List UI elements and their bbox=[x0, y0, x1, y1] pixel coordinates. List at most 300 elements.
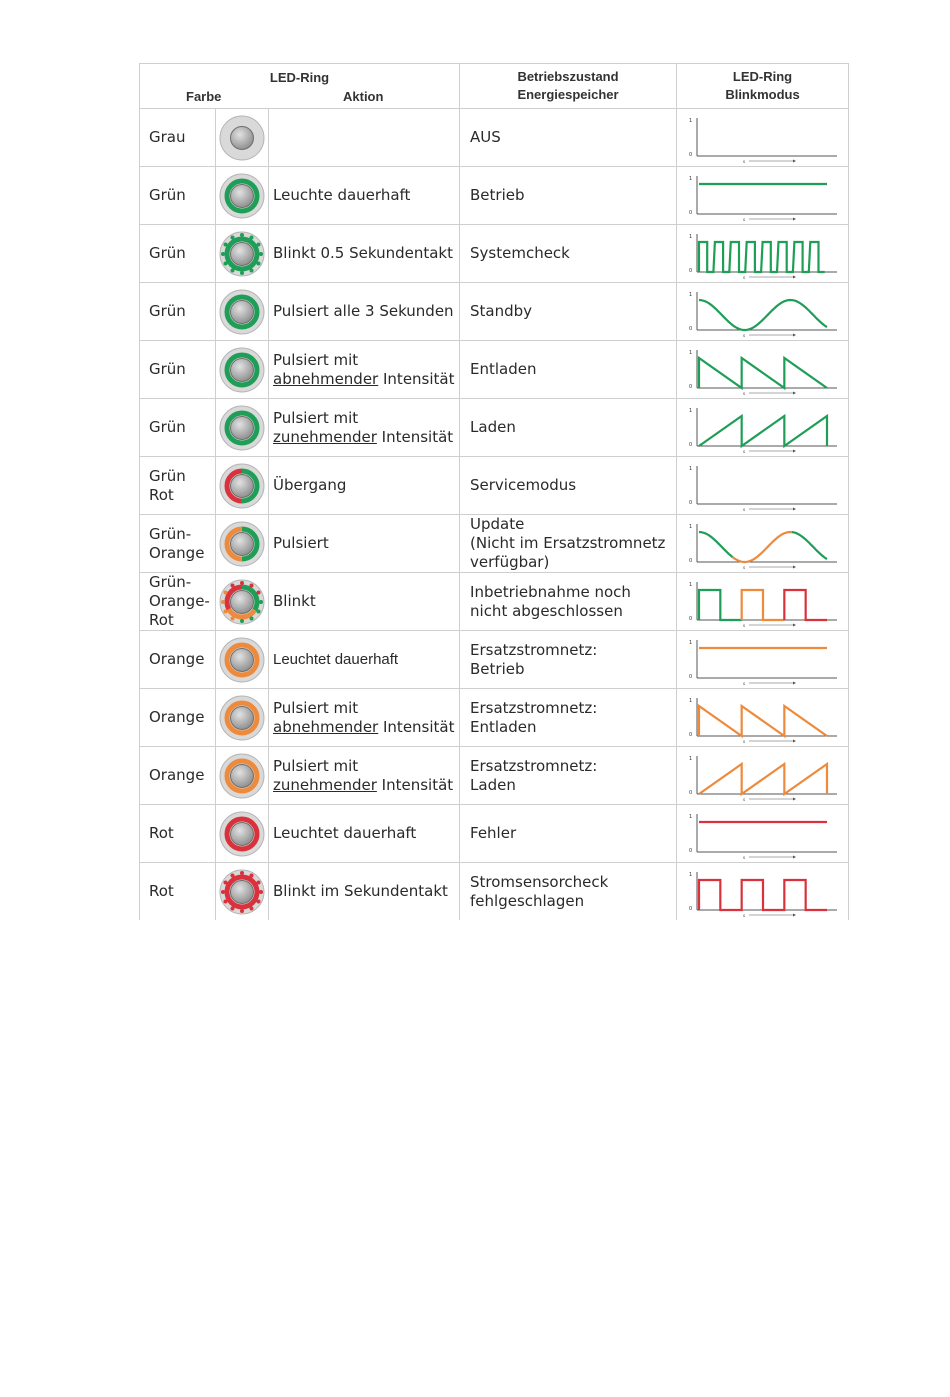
header-state-line1: Betriebszustand bbox=[517, 69, 619, 84]
led-core bbox=[231, 184, 254, 207]
table-row bbox=[140, 863, 849, 921]
time-label: s bbox=[743, 680, 746, 686]
icon-cell bbox=[216, 399, 269, 457]
axis-zero-label: 0 bbox=[689, 615, 693, 622]
state-cell bbox=[460, 109, 677, 167]
color-cell bbox=[140, 747, 216, 805]
blink-mode-cell bbox=[677, 341, 849, 399]
green-pulse-ring-icon bbox=[219, 289, 265, 335]
axis-one-label: 1 bbox=[689, 465, 693, 472]
action-cell bbox=[269, 631, 460, 689]
time-arrowhead bbox=[793, 159, 796, 162]
led-core bbox=[231, 648, 254, 671]
axis-one-label: 1 bbox=[689, 523, 693, 530]
icon-cell bbox=[216, 573, 269, 631]
action-cell bbox=[269, 689, 460, 747]
color-text: Grün bbox=[149, 186, 186, 204]
axis-one-label: 1 bbox=[689, 813, 693, 820]
color-text: Grau bbox=[149, 128, 186, 146]
wave-line bbox=[699, 764, 827, 794]
blink-dot bbox=[224, 880, 228, 884]
time-arrowhead bbox=[793, 275, 796, 278]
blink-mode-cell bbox=[677, 573, 849, 631]
wave-line bbox=[699, 300, 827, 330]
action-emphasis: abnehmender bbox=[273, 717, 379, 736]
state-cell bbox=[460, 805, 677, 863]
blink-dot bbox=[257, 899, 261, 903]
axis-zero-label: 0 bbox=[689, 383, 693, 390]
blink-mode-cell bbox=[677, 863, 849, 921]
led-core bbox=[231, 242, 254, 265]
header-state bbox=[460, 64, 677, 109]
color-text: Grün bbox=[149, 244, 186, 262]
blink-dot bbox=[250, 235, 254, 239]
blink-mode-graph bbox=[677, 518, 837, 570]
blink-dot bbox=[221, 252, 225, 256]
action-cell bbox=[269, 167, 460, 225]
action-cell bbox=[269, 457, 460, 515]
axis-one-label: 1 bbox=[689, 871, 693, 878]
axis-one-label: 1 bbox=[689, 639, 693, 646]
state-text: Fehler bbox=[470, 824, 517, 842]
time-label: s bbox=[743, 158, 746, 164]
blink-dot bbox=[221, 600, 225, 604]
table-row bbox=[140, 689, 849, 747]
blink-mode-graph bbox=[677, 112, 837, 164]
state-cell bbox=[460, 863, 677, 921]
blink-dot bbox=[224, 609, 228, 613]
action-emphasis: zunehmender bbox=[273, 775, 377, 794]
header-state-line2: Energiespeicher bbox=[517, 87, 619, 102]
blink-mode-cell bbox=[677, 225, 849, 283]
blink-dot bbox=[240, 871, 244, 875]
blink-dot bbox=[250, 616, 254, 620]
color-text: Orange bbox=[149, 766, 205, 784]
wave-line bbox=[699, 706, 827, 736]
state-text: Laden bbox=[470, 418, 516, 436]
table-header-row bbox=[140, 64, 849, 109]
blink-mode-graph bbox=[677, 460, 837, 512]
blink-dot bbox=[231, 906, 235, 910]
time-arrowhead bbox=[793, 681, 796, 684]
axis-one-label: 1 bbox=[689, 407, 693, 414]
table-row bbox=[140, 805, 849, 863]
green-ring-icon bbox=[219, 173, 265, 219]
action-line bbox=[273, 718, 459, 737]
led-status-table bbox=[139, 63, 849, 920]
color-cell bbox=[140, 283, 216, 341]
time-arrowhead bbox=[793, 507, 796, 510]
led-core bbox=[231, 822, 254, 845]
action-text: Übergang bbox=[273, 476, 347, 494]
header-blink-line1: LED-Ring bbox=[732, 69, 793, 84]
green-fade-ring-icon bbox=[219, 347, 265, 393]
time-arrowhead bbox=[793, 855, 796, 858]
blink-dot bbox=[250, 873, 254, 877]
state-cell bbox=[460, 399, 677, 457]
state-text: Ersatzstromnetz: bbox=[470, 640, 598, 659]
state-cell bbox=[460, 573, 677, 631]
state-cell bbox=[460, 225, 677, 283]
action-text: Intensität bbox=[378, 369, 455, 388]
time-arrowhead bbox=[793, 333, 796, 336]
blink-dot bbox=[231, 268, 235, 272]
action-text: Leuchte dauerhaft bbox=[273, 186, 411, 204]
state-text: nicht abgeschlossen bbox=[470, 601, 623, 620]
table-row bbox=[140, 109, 849, 167]
time-label: s bbox=[743, 506, 746, 512]
action-line bbox=[273, 428, 459, 447]
axis-zero-label: 0 bbox=[689, 151, 693, 158]
axis-one-label: 1 bbox=[689, 117, 693, 124]
state-text: (Nicht im Ersatzstromnetz bbox=[470, 534, 666, 552]
time-label: s bbox=[743, 912, 746, 918]
led-core bbox=[231, 764, 254, 787]
action-cell bbox=[269, 399, 460, 457]
state-text: Ersatzstromnetz: bbox=[470, 756, 598, 775]
header-blink bbox=[677, 64, 849, 109]
action-emphasis: abnehmender bbox=[273, 369, 379, 388]
blink-mode-graph bbox=[677, 866, 837, 918]
blink-mode-graph bbox=[677, 808, 837, 860]
time-label: s bbox=[743, 854, 746, 860]
axis-zero-label: 0 bbox=[689, 905, 693, 912]
action-text: Blinkt bbox=[273, 592, 316, 610]
green-rise-ring-icon bbox=[219, 405, 265, 451]
blink-dot bbox=[259, 600, 263, 604]
orange-rise-ring-icon bbox=[219, 753, 265, 799]
action-text: Blinkt 0.5 Sekundentakt bbox=[273, 244, 453, 262]
led-core bbox=[231, 358, 254, 381]
axis-zero-label: 0 bbox=[689, 557, 693, 564]
wave-line bbox=[699, 242, 825, 272]
color-text: Rot bbox=[149, 611, 174, 629]
blink-mode-graph bbox=[677, 692, 837, 744]
blink-dot bbox=[224, 242, 228, 246]
action-text: Blinkt im Sekundentakt bbox=[273, 882, 448, 900]
blink-mode-cell bbox=[677, 631, 849, 689]
color-cell bbox=[140, 167, 216, 225]
color-cell bbox=[140, 631, 216, 689]
action-cell bbox=[269, 341, 460, 399]
axis-one-label: 1 bbox=[689, 291, 693, 298]
axis-zero-label: 0 bbox=[689, 731, 693, 738]
state-text: Entladen bbox=[470, 360, 537, 378]
blink-dot bbox=[240, 909, 244, 913]
table-row bbox=[140, 457, 849, 515]
state-cell bbox=[460, 631, 677, 689]
table-row bbox=[140, 225, 849, 283]
blink-dot bbox=[231, 235, 235, 239]
multi-blink-ring-icon bbox=[219, 579, 265, 625]
time-arrowhead bbox=[793, 623, 796, 626]
blink-dot bbox=[257, 880, 261, 884]
action-cell bbox=[269, 109, 460, 167]
color-text: Orange bbox=[149, 708, 205, 726]
wave-line bbox=[699, 358, 827, 388]
blink-dot bbox=[250, 268, 254, 272]
header-led-ring-label: LED-Ring bbox=[269, 70, 330, 85]
blink-dot bbox=[250, 906, 254, 910]
table-row bbox=[140, 747, 849, 805]
header-farbe: Farbe bbox=[186, 89, 222, 104]
color-text: Grün- bbox=[149, 573, 192, 591]
blink-dot bbox=[221, 890, 225, 894]
action-text: Pulsiert bbox=[273, 534, 329, 552]
table-row bbox=[140, 399, 849, 457]
action-text: Leuchtet dauerhaft bbox=[273, 824, 417, 842]
action-cell bbox=[269, 225, 460, 283]
icon-cell bbox=[216, 457, 269, 515]
action-cell bbox=[269, 573, 460, 631]
blink-mode-graph bbox=[677, 576, 837, 628]
wave-line bbox=[784, 590, 827, 620]
action-text: Pulsiert mit bbox=[273, 350, 359, 369]
blink-mode-cell bbox=[677, 747, 849, 805]
action-cell bbox=[269, 747, 460, 805]
icon-cell bbox=[216, 283, 269, 341]
action-cell bbox=[269, 283, 460, 341]
header-led-ring bbox=[140, 64, 460, 109]
color-cell bbox=[140, 225, 216, 283]
color-text: Orange bbox=[149, 650, 205, 668]
blink-dot bbox=[257, 590, 261, 594]
icon-cell bbox=[216, 747, 269, 805]
color-text: Rot bbox=[149, 824, 174, 842]
color-cell bbox=[140, 341, 216, 399]
wave-line bbox=[699, 416, 827, 446]
color-cell bbox=[140, 399, 216, 457]
time-label: s bbox=[743, 390, 746, 396]
state-text: Systemcheck bbox=[470, 244, 570, 262]
axis-zero-label: 0 bbox=[689, 789, 693, 796]
axis-zero-label: 0 bbox=[689, 325, 693, 332]
color-text: Grün- bbox=[149, 524, 192, 543]
state-cell bbox=[460, 341, 677, 399]
header-aktion: Aktion bbox=[343, 89, 384, 104]
blink-mode-cell bbox=[677, 457, 849, 515]
time-label: s bbox=[743, 332, 746, 338]
state-text: Update bbox=[470, 515, 525, 533]
color-cell bbox=[140, 573, 216, 631]
action-text: Intensität bbox=[376, 427, 454, 446]
action-text: Pulsiert mit bbox=[273, 756, 359, 775]
action-cell bbox=[269, 805, 460, 863]
time-label: s bbox=[743, 738, 746, 744]
action-line bbox=[273, 370, 459, 389]
state-text: Betrieb bbox=[470, 186, 525, 204]
wave-line bbox=[792, 532, 827, 559]
action-text: Intensität bbox=[378, 717, 455, 736]
icon-cell bbox=[216, 631, 269, 689]
table-row bbox=[140, 167, 849, 225]
led-core bbox=[231, 880, 254, 903]
action-text: Pulsiert mit bbox=[273, 698, 359, 717]
state-cell bbox=[460, 457, 677, 515]
blink-mode-cell bbox=[677, 109, 849, 167]
axis-one-label: 1 bbox=[689, 349, 693, 356]
action-text: Pulsiert alle 3 Sekunden bbox=[273, 302, 454, 320]
icon-cell bbox=[216, 341, 269, 399]
axis-one-label: 1 bbox=[689, 755, 693, 762]
state-text: Entladen bbox=[470, 717, 537, 736]
blink-dot bbox=[224, 590, 228, 594]
table-row bbox=[140, 573, 849, 631]
color-text: Grün bbox=[149, 418, 186, 436]
blink-dot bbox=[250, 583, 254, 587]
wave-line bbox=[699, 590, 742, 620]
led-core bbox=[231, 532, 254, 555]
color-text: Grün bbox=[149, 302, 186, 320]
axis-one-label: 1 bbox=[689, 697, 693, 704]
header-blink-line2: Blinkmodus bbox=[725, 87, 800, 102]
action-text: Leuchtet dauerhaft bbox=[273, 651, 399, 668]
table-row bbox=[140, 341, 849, 399]
state-cell bbox=[460, 747, 677, 805]
wave-line bbox=[742, 590, 785, 620]
color-text: Rot bbox=[149, 485, 174, 504]
blink-dot bbox=[231, 616, 235, 620]
table-row bbox=[140, 283, 849, 341]
wave-line bbox=[699, 532, 733, 557]
icon-cell bbox=[216, 689, 269, 747]
action-cell bbox=[269, 515, 460, 573]
blink-mode-cell bbox=[677, 805, 849, 863]
blink-dot bbox=[257, 261, 261, 265]
time-arrowhead bbox=[793, 739, 796, 742]
time-arrowhead bbox=[793, 913, 796, 916]
time-label: s bbox=[743, 448, 746, 454]
axis-zero-label: 0 bbox=[689, 209, 693, 216]
wave-line bbox=[733, 532, 792, 562]
icon-cell bbox=[216, 515, 269, 573]
color-text: Orange bbox=[149, 543, 205, 562]
led-core bbox=[231, 590, 254, 613]
state-text: Betrieb bbox=[470, 659, 525, 678]
blink-mode-graph bbox=[677, 634, 837, 686]
blink-dot bbox=[224, 899, 228, 903]
orange-fade-ring-icon bbox=[219, 695, 265, 741]
green-orange-ring-icon bbox=[219, 521, 265, 567]
color-cell bbox=[140, 515, 216, 573]
axis-one-label: 1 bbox=[689, 581, 693, 588]
state-cell bbox=[460, 167, 677, 225]
red-blink-ring-icon bbox=[219, 869, 265, 915]
time-label: s bbox=[743, 796, 746, 802]
led-core bbox=[231, 126, 254, 149]
axis-zero-label: 0 bbox=[689, 847, 693, 854]
blink-dot bbox=[224, 261, 228, 265]
color-cell bbox=[140, 457, 216, 515]
led-core bbox=[231, 706, 254, 729]
blink-dot bbox=[231, 583, 235, 587]
state-text: AUS bbox=[470, 128, 501, 146]
action-line bbox=[273, 776, 459, 795]
action-text: Intensität bbox=[376, 775, 454, 794]
led-core bbox=[231, 300, 254, 323]
icon-cell bbox=[216, 109, 269, 167]
red-ring-icon bbox=[219, 811, 265, 857]
time-label: s bbox=[743, 622, 746, 628]
time-arrowhead bbox=[793, 797, 796, 800]
blink-mode-cell bbox=[677, 515, 849, 573]
blink-mode-cell bbox=[677, 167, 849, 225]
blink-mode-cell bbox=[677, 283, 849, 341]
color-text: Grün bbox=[149, 466, 186, 485]
state-cell bbox=[460, 515, 677, 573]
led-core bbox=[231, 416, 254, 439]
state-text: Inbetriebnahme noch bbox=[470, 582, 631, 601]
wave-line bbox=[699, 880, 827, 910]
icon-cell bbox=[216, 167, 269, 225]
blink-mode-cell bbox=[677, 399, 849, 457]
blink-dot bbox=[240, 271, 244, 275]
icon-cell bbox=[216, 805, 269, 863]
blink-dot bbox=[257, 242, 261, 246]
color-cell bbox=[140, 863, 216, 921]
color-cell bbox=[140, 689, 216, 747]
color-text: Grün bbox=[149, 360, 186, 378]
blink-dot bbox=[259, 252, 263, 256]
blink-dot bbox=[240, 233, 244, 237]
time-arrowhead bbox=[793, 449, 796, 452]
state-text: Stromsensorcheck bbox=[470, 872, 609, 891]
green-blink-ring-icon bbox=[219, 231, 265, 277]
state-text: Ersatzstromnetz: bbox=[470, 698, 598, 717]
blink-dot bbox=[257, 609, 261, 613]
axis-zero-label: 0 bbox=[689, 499, 693, 506]
blink-mode-graph bbox=[677, 344, 837, 396]
color-text: Orange- bbox=[149, 592, 210, 610]
state-text: fehlgeschlagen bbox=[470, 891, 585, 910]
blink-mode-graph bbox=[677, 170, 837, 222]
state-cell bbox=[460, 283, 677, 341]
axis-zero-label: 0 bbox=[689, 441, 693, 448]
color-cell bbox=[140, 805, 216, 863]
icon-cell bbox=[216, 863, 269, 921]
action-emphasis: zunehmender bbox=[273, 427, 377, 446]
time-label: s bbox=[743, 274, 746, 280]
state-text: Servicemodus bbox=[470, 476, 577, 494]
blink-mode-graph bbox=[677, 750, 837, 802]
state-text: verfügbar) bbox=[470, 553, 550, 571]
axis-zero-label: 0 bbox=[689, 673, 693, 680]
table-row bbox=[140, 631, 849, 689]
blink-dot bbox=[259, 890, 263, 894]
state-text: Standby bbox=[470, 302, 533, 320]
blink-mode-graph bbox=[677, 402, 837, 454]
time-arrowhead bbox=[793, 565, 796, 568]
orange-ring-icon bbox=[219, 637, 265, 683]
table-row bbox=[140, 515, 849, 573]
time-label: s bbox=[743, 564, 746, 570]
axis-zero-label: 0 bbox=[689, 267, 693, 274]
led-core bbox=[231, 474, 254, 497]
blink-dot bbox=[240, 581, 244, 585]
blink-dot bbox=[240, 619, 244, 623]
blink-dot bbox=[231, 873, 235, 877]
blink-mode-cell bbox=[677, 689, 849, 747]
state-cell bbox=[460, 689, 677, 747]
axis-one-label: 1 bbox=[689, 233, 693, 240]
action-cell bbox=[269, 863, 460, 921]
green-red-ring-icon bbox=[219, 463, 265, 509]
blink-mode-graph bbox=[677, 286, 837, 338]
gray-ring-icon bbox=[219, 115, 265, 161]
icon-cell bbox=[216, 225, 269, 283]
color-text: Rot bbox=[149, 882, 174, 900]
color-cell bbox=[140, 109, 216, 167]
